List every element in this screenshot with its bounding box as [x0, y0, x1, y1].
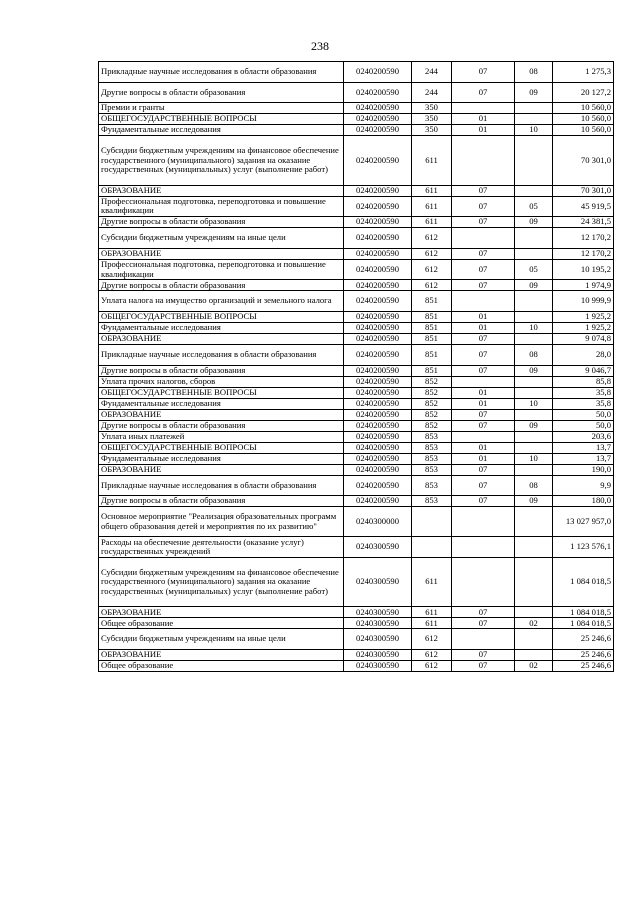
table-row [99, 475, 614, 496]
cell-name: Фундаментальные исследования [99, 322, 344, 333]
cell-csr: 0240200590 [344, 291, 412, 312]
cell-csr: 0240200590 [344, 228, 412, 249]
cell-csr: 0240200590 [344, 103, 412, 114]
table-row [99, 607, 614, 618]
cell-csr: 0240200590 [344, 333, 412, 344]
cell-sum: 25 246,6 [553, 649, 614, 660]
cell-pr [515, 507, 553, 537]
cell-pr: 10 [515, 125, 553, 136]
cell-sum: 13,7 [553, 453, 614, 464]
cell-vr: 612 [412, 660, 452, 671]
cell-pr: 09 [515, 280, 553, 291]
cell-csr: 0240200590 [344, 376, 412, 387]
cell-name: ОБРАЗОВАНИЕ [99, 649, 344, 660]
cell-sum: 10 560,0 [553, 114, 614, 125]
cell-name: Другие вопросы в области образования [99, 420, 344, 431]
cell-name: Другие вопросы в области образования [99, 365, 344, 376]
cell-vr: 851 [412, 333, 452, 344]
cell-name: Фундаментальные исследования [99, 125, 344, 136]
cell-rz [452, 136, 515, 185]
cell-sum: 24 381,5 [553, 217, 614, 228]
cell-sum: 180,0 [553, 496, 614, 507]
cell-sum: 25 246,6 [553, 660, 614, 671]
cell-name: Субсидии бюджетным учреждениям на иные цели [99, 228, 344, 249]
cell-pr [515, 185, 553, 196]
cell-rz: 07 [452, 660, 515, 671]
table-row [99, 344, 614, 365]
table-row [99, 442, 614, 453]
cell-name: Другие вопросы в области образования [99, 496, 344, 507]
cell-csr: 0240300590 [344, 660, 412, 671]
cell-rz: 07 [452, 409, 515, 420]
cell-name: Профессиональная подготовка, переподготовка и повышение квалификации [99, 259, 344, 280]
table-row [99, 409, 614, 420]
cell-rz [452, 537, 515, 558]
cell-rz: 01 [452, 114, 515, 125]
cell-pr: 02 [515, 660, 553, 671]
cell-vr: 853 [412, 475, 452, 496]
cell-csr: 0240200590 [344, 311, 412, 322]
cell-pr [515, 103, 553, 114]
cell-sum: 10 195,2 [553, 259, 614, 280]
cell-vr: 244 [412, 82, 452, 103]
cell-vr [412, 507, 452, 537]
cell-vr: 612 [412, 259, 452, 280]
cell-pr [515, 311, 553, 322]
cell-name: ОБРАЗОВАНИЕ [99, 333, 344, 344]
cell-pr [515, 607, 553, 618]
cell-rz: 01 [452, 125, 515, 136]
cell-rz: 07 [452, 185, 515, 196]
cell-vr: 851 [412, 322, 452, 333]
table-row [99, 280, 614, 291]
cell-name: Прикладные научные исследования в области образования [99, 475, 344, 496]
cell-pr: 10 [515, 322, 553, 333]
cell-rz: 01 [452, 442, 515, 453]
cell-name: Уплата иных платежей [99, 431, 344, 442]
cell-csr: 0240200590 [344, 322, 412, 333]
cell-name: Субсидии бюджетным учреждениям на иные цели [99, 629, 344, 650]
cell-vr: 350 [412, 103, 452, 114]
cell-vr: 244 [412, 62, 452, 83]
cell-sum: 70 301,0 [553, 136, 614, 185]
cell-name: Прикладные научные исследования в области образования [99, 62, 344, 83]
cell-sum: 35,8 [553, 387, 614, 398]
cell-name: ОБЩЕГОСУДАРСТВЕННЫЕ ВОПРОСЫ [99, 114, 344, 125]
table-row [99, 398, 614, 409]
cell-name: Основное мероприятие "Реализация образовательных программ общего образования детей и мероприятия по их развитию" [99, 507, 344, 537]
table-row [99, 496, 614, 507]
cell-csr: 0240200590 [344, 387, 412, 398]
cell-csr: 0240300590 [344, 649, 412, 660]
cell-pr: 10 [515, 398, 553, 409]
cell-csr: 0240200590 [344, 217, 412, 228]
cell-pr [515, 248, 553, 259]
cell-sum: 25 246,6 [553, 629, 614, 650]
cell-csr: 0240200590 [344, 125, 412, 136]
cell-sum: 1 925,2 [553, 322, 614, 333]
cell-rz [452, 291, 515, 312]
cell-name: Субсидии бюджетным учреждениям на финансовое обеспечение государственного (муниципального) задания на оказание государственных (муниципальных) услуг (выполнение работ) [99, 136, 344, 185]
cell-pr: 08 [515, 475, 553, 496]
cell-sum: 9 046,7 [553, 365, 614, 376]
cell-sum: 10 560,0 [553, 125, 614, 136]
cell-vr: 852 [412, 376, 452, 387]
cell-sum: 203,6 [553, 431, 614, 442]
cell-name: ОБРАЗОВАНИЕ [99, 464, 344, 475]
cell-vr: 853 [412, 431, 452, 442]
table-row [99, 453, 614, 464]
cell-pr: 09 [515, 82, 553, 103]
cell-csr: 0240200590 [344, 496, 412, 507]
cell-rz: 07 [452, 496, 515, 507]
cell-vr: 612 [412, 629, 452, 650]
cell-sum: 50,0 [553, 420, 614, 431]
cell-sum: 12 170,2 [553, 248, 614, 259]
cell-name: Общее образование [99, 660, 344, 671]
budget-table [98, 61, 614, 672]
cell-rz [452, 103, 515, 114]
table-row [99, 537, 614, 558]
cell-rz: 07 [452, 280, 515, 291]
cell-rz: 01 [452, 398, 515, 409]
cell-name: Профессиональная подготовка, переподготовка и повышение квалификации [99, 196, 344, 217]
cell-pr: 09 [515, 365, 553, 376]
cell-pr [515, 376, 553, 387]
cell-vr: 350 [412, 125, 452, 136]
cell-sum: 1 123 576,1 [553, 537, 614, 558]
cell-name: ОБЩЕГОСУДАРСТВЕННЫЕ ВОПРОСЫ [99, 387, 344, 398]
table-row [99, 322, 614, 333]
cell-pr [515, 464, 553, 475]
cell-vr: 612 [412, 228, 452, 249]
cell-rz: 01 [452, 387, 515, 398]
cell-name: Расходы на обеспечение деятельности (оказание услуг) государственных учреждений [99, 537, 344, 558]
cell-name: Уплата налога на имущество организаций и земельного налога [99, 291, 344, 312]
cell-rz: 07 [452, 365, 515, 376]
cell-name: ОБЩЕГОСУДАРСТВЕННЫЕ ВОПРОСЫ [99, 311, 344, 322]
cell-vr: 611 [412, 607, 452, 618]
table-row [99, 311, 614, 322]
table-row [99, 248, 614, 259]
cell-vr: 853 [412, 442, 452, 453]
table-row [99, 82, 614, 103]
cell-pr [515, 629, 553, 650]
cell-sum: 20 127,2 [553, 82, 614, 103]
cell-vr: 611 [412, 618, 452, 629]
cell-rz: 07 [452, 62, 515, 83]
cell-vr: 853 [412, 464, 452, 475]
cell-pr: 09 [515, 496, 553, 507]
cell-pr [515, 431, 553, 442]
cell-vr: 852 [412, 420, 452, 431]
cell-csr: 0240300590 [344, 629, 412, 650]
cell-csr: 0240200590 [344, 82, 412, 103]
cell-rz [452, 507, 515, 537]
cell-rz: 07 [452, 248, 515, 259]
table-row [99, 649, 614, 660]
table-row [99, 365, 614, 376]
cell-csr: 0240300000 [344, 507, 412, 537]
cell-csr: 0240200590 [344, 464, 412, 475]
cell-vr: 851 [412, 291, 452, 312]
cell-rz: 07 [452, 649, 515, 660]
cell-vr: 851 [412, 344, 452, 365]
cell-name: Другие вопросы в области образования [99, 82, 344, 103]
cell-sum: 35,8 [553, 398, 614, 409]
cell-sum: 45 919,5 [553, 196, 614, 217]
cell-rz: 01 [452, 311, 515, 322]
cell-csr: 0240300590 [344, 618, 412, 629]
cell-sum: 1 275,3 [553, 62, 614, 83]
cell-sum: 70 301,0 [553, 185, 614, 196]
cell-csr: 0240200590 [344, 409, 412, 420]
cell-csr: 0240200590 [344, 344, 412, 365]
table-row [99, 259, 614, 280]
cell-name: Прикладные научные исследования в области образования [99, 344, 344, 365]
cell-vr: 853 [412, 453, 452, 464]
table-row [99, 228, 614, 249]
cell-rz: 07 [452, 259, 515, 280]
table-row [99, 103, 614, 114]
cell-pr: 09 [515, 420, 553, 431]
cell-vr: 612 [412, 248, 452, 259]
table-row [99, 333, 614, 344]
cell-sum: 1 974,9 [553, 280, 614, 291]
cell-rz: 07 [452, 475, 515, 496]
cell-csr: 0240200590 [344, 420, 412, 431]
cell-sum: 10 560,0 [553, 103, 614, 114]
table-row [99, 217, 614, 228]
cell-csr: 0240200590 [344, 136, 412, 185]
cell-csr: 0240200590 [344, 365, 412, 376]
table-row [99, 618, 614, 629]
cell-name: Другие вопросы в области образования [99, 217, 344, 228]
cell-vr: 611 [412, 217, 452, 228]
table-row [99, 387, 614, 398]
cell-csr: 0240200590 [344, 475, 412, 496]
table-row [99, 196, 614, 217]
cell-csr: 0240300590 [344, 607, 412, 618]
cell-pr [515, 557, 553, 606]
cell-pr [515, 409, 553, 420]
cell-pr [515, 442, 553, 453]
cell-pr [515, 649, 553, 660]
cell-pr: 10 [515, 453, 553, 464]
cell-rz [452, 557, 515, 606]
cell-name: ОБЩЕГОСУДАРСТВЕННЫЕ ВОПРОСЫ [99, 442, 344, 453]
table-row [99, 291, 614, 312]
table-row [99, 125, 614, 136]
cell-vr: 852 [412, 387, 452, 398]
cell-vr: 853 [412, 496, 452, 507]
cell-pr [515, 333, 553, 344]
cell-rz: 07 [452, 464, 515, 475]
cell-vr: 851 [412, 311, 452, 322]
cell-sum: 1 925,2 [553, 311, 614, 322]
cell-rz [452, 228, 515, 249]
cell-sum: 50,0 [553, 409, 614, 420]
cell-vr: 851 [412, 365, 452, 376]
cell-vr: 611 [412, 185, 452, 196]
cell-sum: 1 084 018,5 [553, 618, 614, 629]
cell-csr: 0240300590 [344, 557, 412, 606]
cell-name: Фундаментальные исследования [99, 453, 344, 464]
cell-csr: 0240200590 [344, 248, 412, 259]
cell-name: Премии и гранты [99, 103, 344, 114]
cell-sum: 9 074,8 [553, 333, 614, 344]
cell-vr: 612 [412, 280, 452, 291]
cell-rz: 01 [452, 322, 515, 333]
cell-csr: 0240200590 [344, 114, 412, 125]
table-row [99, 660, 614, 671]
cell-rz [452, 629, 515, 650]
cell-rz: 07 [452, 333, 515, 344]
cell-sum: 1 084 018,5 [553, 557, 614, 606]
cell-sum: 85,8 [553, 376, 614, 387]
cell-csr: 0240200590 [344, 431, 412, 442]
table-row [99, 629, 614, 650]
cell-pr: 08 [515, 344, 553, 365]
table-row [99, 376, 614, 387]
cell-rz [452, 431, 515, 442]
cell-csr: 0240200590 [344, 259, 412, 280]
cell-pr [515, 291, 553, 312]
cell-pr: 08 [515, 62, 553, 83]
cell-csr: 0240300590 [344, 537, 412, 558]
table-row [99, 62, 614, 83]
table-row [99, 114, 614, 125]
cell-vr [412, 537, 452, 558]
cell-name: Уплата прочих налогов, сборов [99, 376, 344, 387]
cell-pr [515, 387, 553, 398]
cell-name: ОБРАЗОВАНИЕ [99, 409, 344, 420]
table-row [99, 136, 614, 185]
cell-pr [515, 114, 553, 125]
cell-name: Субсидии бюджетным учреждениям на финансовое обеспечение государственного (муниципального) задания на оказание государственных (муниципальных) услуг (выполнение работ) [99, 557, 344, 606]
cell-csr: 0240200590 [344, 62, 412, 83]
cell-csr: 0240200590 [344, 185, 412, 196]
cell-name: ОБРАЗОВАНИЕ [99, 607, 344, 618]
cell-vr: 612 [412, 649, 452, 660]
cell-name: ОБРАЗОВАНИЕ [99, 185, 344, 196]
cell-rz: 07 [452, 344, 515, 365]
cell-sum: 13 027 957,0 [553, 507, 614, 537]
cell-csr: 0240200590 [344, 196, 412, 217]
cell-rz: 07 [452, 420, 515, 431]
table-row [99, 431, 614, 442]
cell-pr: 05 [515, 196, 553, 217]
page-number: 238 [311, 39, 329, 53]
table-row [99, 464, 614, 475]
cell-rz: 07 [452, 82, 515, 103]
cell-name: Фундаментальные исследования [99, 398, 344, 409]
cell-vr: 350 [412, 114, 452, 125]
cell-sum: 190,0 [553, 464, 614, 475]
cell-rz: 07 [452, 196, 515, 217]
cell-sum: 12 170,2 [553, 228, 614, 249]
cell-rz: 07 [452, 607, 515, 618]
cell-name: Общее образование [99, 618, 344, 629]
cell-rz: 07 [452, 217, 515, 228]
cell-rz: 07 [452, 618, 515, 629]
cell-csr: 0240200590 [344, 453, 412, 464]
cell-pr: 09 [515, 217, 553, 228]
budget-table-body [99, 62, 614, 672]
cell-sum: 13,7 [553, 442, 614, 453]
cell-pr [515, 136, 553, 185]
cell-sum: 1 084 018,5 [553, 607, 614, 618]
cell-csr: 0240200590 [344, 442, 412, 453]
cell-name: Другие вопросы в области образования [99, 280, 344, 291]
cell-vr: 852 [412, 398, 452, 409]
cell-pr: 02 [515, 618, 553, 629]
table-row [99, 185, 614, 196]
table-row [99, 507, 614, 537]
cell-sum: 9,9 [553, 475, 614, 496]
cell-vr: 611 [412, 136, 452, 185]
cell-pr: 05 [515, 259, 553, 280]
cell-sum: 28,0 [553, 344, 614, 365]
cell-vr: 611 [412, 557, 452, 606]
table-row [99, 557, 614, 606]
cell-rz: 01 [452, 453, 515, 464]
cell-vr: 852 [412, 409, 452, 420]
cell-vr: 611 [412, 196, 452, 217]
table-row [99, 420, 614, 431]
cell-rz [452, 376, 515, 387]
cell-csr: 0240200590 [344, 280, 412, 291]
cell-csr: 0240200590 [344, 398, 412, 409]
cell-pr [515, 228, 553, 249]
cell-sum: 10 999,9 [553, 291, 614, 312]
cell-pr [515, 537, 553, 558]
cell-name: ОБРАЗОВАНИЕ [99, 248, 344, 259]
